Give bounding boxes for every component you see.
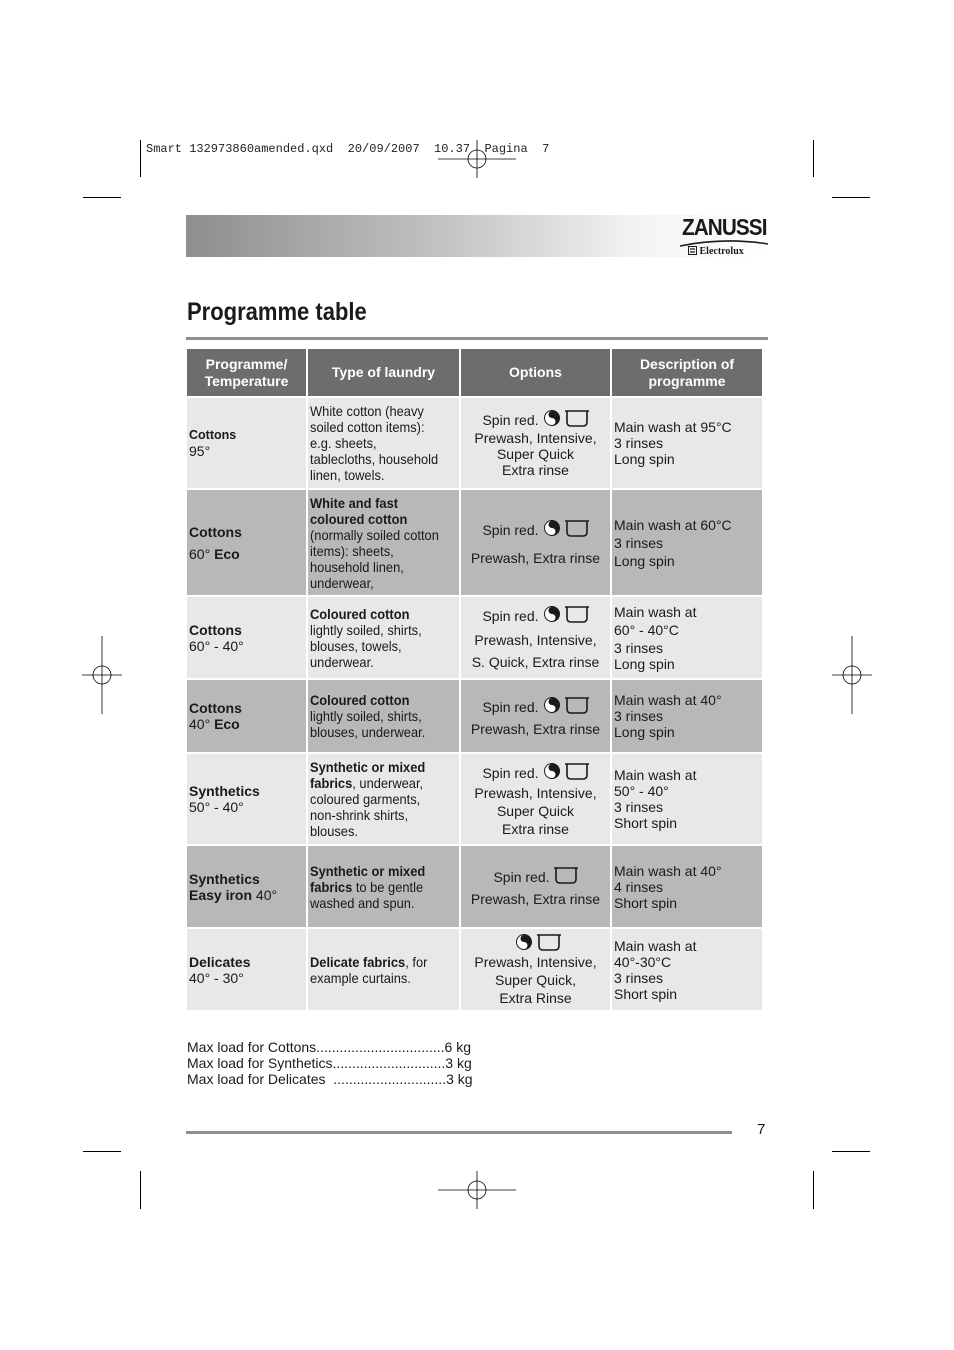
crop-mark [832, 197, 870, 198]
spin-reduction-icon [515, 933, 533, 954]
crop-mark [140, 1171, 141, 1209]
max-load-line: Max load for Synthetics.............................3 kg [187, 1055, 472, 1071]
registration-mark-icon [438, 140, 516, 178]
prewash-tub-icon [554, 867, 578, 887]
prewash-tub-icon [565, 697, 589, 717]
crop-mark [83, 197, 121, 198]
electrolux-logo-icon [688, 246, 697, 255]
table-row [187, 754, 762, 844]
programme-cell: Cottons 40° Eco [187, 680, 306, 752]
laundry-cell: White and fast coloured cotton (normally soiled cotton items): sheets, household linen, underwear, [308, 490, 459, 595]
laundry-cell: Delicate fabrics, for example curtains. [308, 929, 459, 1010]
crop-mark [832, 1151, 870, 1152]
prewash-tub-icon [565, 606, 589, 626]
crop-mark [813, 1171, 814, 1209]
description-cell: Main wash at 60°C 3 rinses Long spin [612, 490, 762, 595]
column-header-options: Options [461, 349, 610, 396]
column-header-laundry: Type of laundry [308, 349, 459, 396]
spin-reduction-icon [543, 605, 561, 626]
brand-sub: Electrolux [688, 246, 744, 257]
options-cell: Spin red. Prewash, Intensive, Super Quick Extra rinse [461, 398, 610, 488]
description-cell: Main wash at 60° - 40°C 3 rinses Long spin [612, 597, 762, 678]
print-slug: Smart 132973860amended.qxd 20/09/2007 10.37 Pagina 7 [146, 142, 550, 156]
table-row [187, 846, 762, 927]
description-cell: Main wash at 95°C 3 rinses Long spin [612, 398, 762, 488]
max-load-line: Max load for Delicates .............................3 kg [187, 1071, 473, 1087]
column-header-programme: Programme/ Temperature [187, 349, 306, 396]
max-load-line: Max load for Cottons.................................6 kg [187, 1039, 471, 1055]
column-header-description: Description of programme [612, 349, 762, 396]
options-cell: Spin red. Prewash, Extra rinse [461, 846, 610, 927]
programme-cell: Cottons 95° [187, 398, 306, 488]
laundry-cell: Synthetic or mixed fabrics, underwear, coloured garments, non-shrink shirts, blouses. [308, 754, 459, 844]
table-row [187, 680, 762, 752]
prewash-tub-icon [565, 520, 589, 540]
max-load-list [187, 1039, 473, 1087]
table-row [187, 597, 762, 678]
prewash-tub-icon [565, 763, 589, 783]
spin-reduction-icon [543, 762, 561, 783]
crop-mark [83, 1151, 121, 1152]
registration-mark-icon [82, 636, 122, 714]
table-row [187, 929, 762, 1010]
laundry-cell: Synthetic or mixed fabrics to be gentle washed and spun. [308, 846, 459, 927]
programme-cell: Cottons 60° - 40° [187, 597, 306, 678]
options-cell: Spin red. Prewash, Extra rinse [461, 490, 610, 595]
page-number: 7 [757, 1121, 766, 1138]
crop-mark [140, 140, 141, 177]
programme-cell: Synthetics Easy iron 40° [187, 846, 306, 927]
description-cell: Main wash at 40° 3 rinses Long spin [612, 680, 762, 752]
programme-cell: Delicates 40° - 30° [187, 929, 306, 1010]
spin-reduction-icon [543, 409, 561, 430]
crop-mark [813, 140, 814, 177]
title-divider [186, 337, 768, 340]
options-cell: Spin red. Prewash, Intensive, S. Quick, Extra rinse [461, 597, 610, 678]
laundry-cell: Coloured cotton lightly soiled, shirts, blouses, underwear. [308, 680, 459, 752]
programme-cell: Synthetics 50° - 40° [187, 754, 306, 844]
programme-table [185, 347, 764, 1012]
prewash-tub-icon [537, 934, 561, 954]
programme-cell: Cottons 60° Eco [187, 490, 306, 595]
options-cell: Spin red. Prewash, Extra rinse [461, 680, 610, 752]
zanussi-logo [676, 212, 770, 260]
page-title: Programme table [187, 298, 367, 326]
registration-mark-icon [438, 1171, 516, 1209]
table-row [187, 398, 762, 488]
description-cell: Main wash at 50° - 40° 3 rinses Short spin [612, 754, 762, 844]
laundry-cell: White cotton (heavy soiled cotton items): e.g. sheets, tablecloths, household linen, towels. [308, 398, 459, 488]
spin-reduction-icon [543, 519, 561, 540]
registration-mark-icon [832, 636, 872, 714]
spin-reduction-icon [543, 696, 561, 717]
brand-name: ZANUSSI [682, 214, 767, 240]
prewash-tub-icon [565, 410, 589, 430]
description-cell: Main wash at 40° 4 rinses Short spin [612, 846, 762, 927]
options-cell: Spin red. Prewash, Intensive, Super Quick Extra rinse [461, 754, 610, 844]
options-cell: Prewash, Intensive, Super Quick, Extra Rinse [461, 929, 610, 1010]
footer-divider [186, 1131, 732, 1134]
table-row [187, 490, 762, 595]
description-cell: Main wash at 40°-30°C 3 rinses Short spin [612, 929, 762, 1010]
laundry-cell: Coloured cotton lightly soiled, shirts, blouses, towels, underwear. [308, 597, 459, 678]
